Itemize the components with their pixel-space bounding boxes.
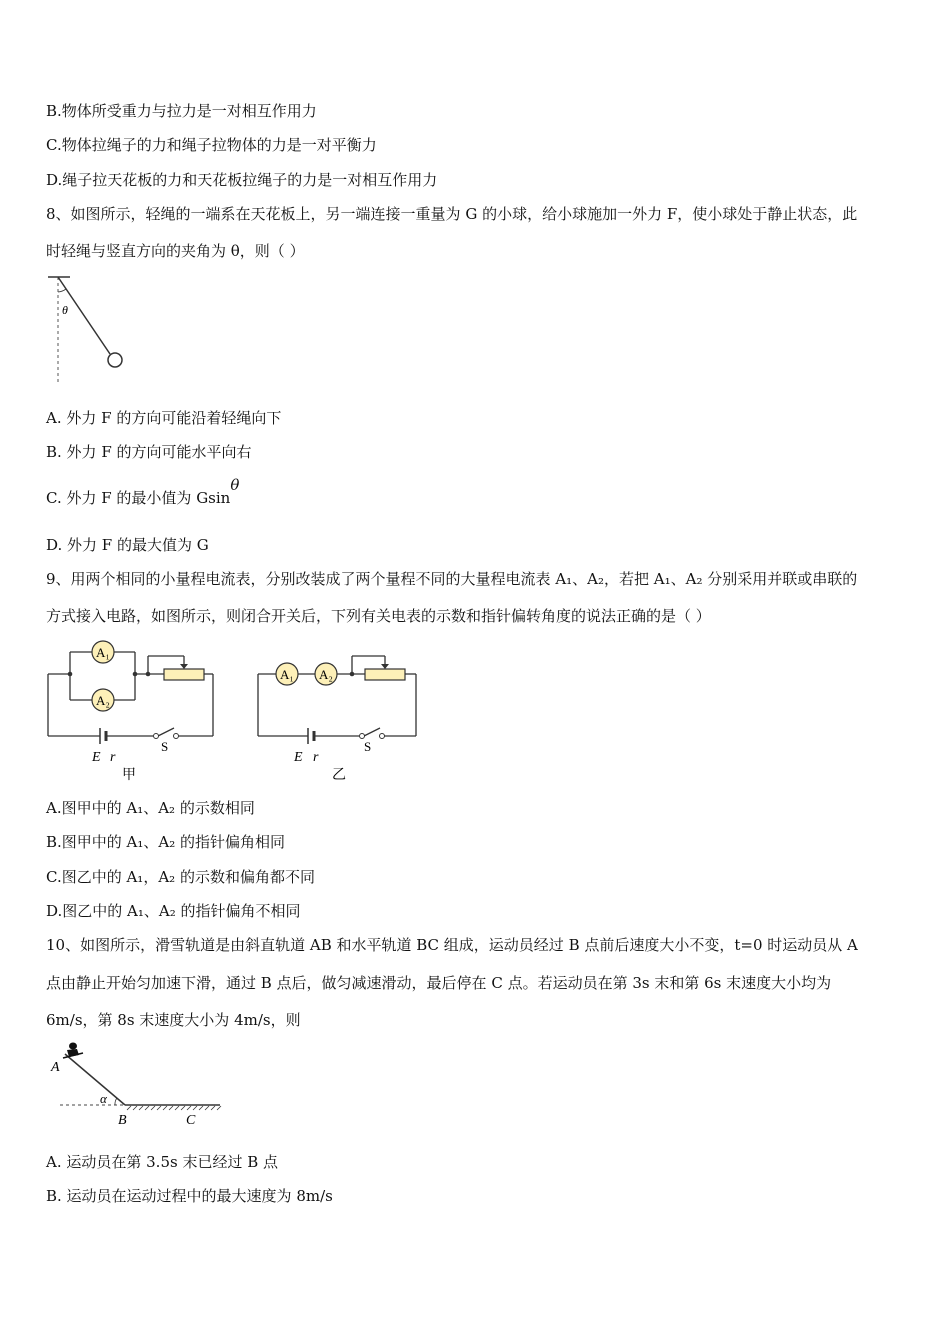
jia-label-e: E xyxy=(92,750,101,765)
q9-option-c: C.图乙中的 A₁，A₂ 的示数和偏角都不同 xyxy=(46,868,315,886)
circuit-jia-figure xyxy=(40,636,225,786)
q9-stem-line1: 9、用两个相同的小量程电流表，分别改装成了两个量程不同的大量程电流表 A₁、A₂，若把 A₁、A₂ 分别采用并联或串联的 xyxy=(46,570,858,588)
q8-stem-line1: 8、如图所示，轻绳的一端系在天花板上，另一端连接一重量为 G 的小球，给小球施加一外力 F，使小球处于静止状态，此 xyxy=(46,205,858,223)
circuit-yi-figure xyxy=(250,636,430,786)
theta-label: θ xyxy=(62,303,68,317)
q8-option-c xyxy=(46,476,240,508)
jia-ammeter-a2: A₂ xyxy=(96,693,110,708)
jia-ammeter-a1: A₁ xyxy=(96,645,110,660)
pendulum-figure xyxy=(40,270,140,388)
jia-caption: 甲 xyxy=(122,768,136,783)
yi-ammeter-a2: A₂ xyxy=(319,667,333,682)
q8-option-c-text: C. 外力 F 的最小值为 Gsin xyxy=(46,489,231,507)
jia-label-s: S xyxy=(161,739,169,754)
yi-label-r: r xyxy=(313,750,319,765)
q8-option-b: B. 外力 F 的方向可能水平向右 xyxy=(46,443,252,461)
q9-option-d: D.图乙中的 A₁、A₂ 的指针偏角不相同 xyxy=(46,902,301,920)
q10-stem-line3: 6m/s，第 8s 末速度大小为 4m/s，则 xyxy=(46,1011,301,1029)
ski-track-figure xyxy=(45,1040,230,1130)
q7-option-d: D.绳子拉天花板的力和天花板拉绳子的力是一对相互作用力 xyxy=(46,171,438,189)
q9-option-a: A.图甲中的 A₁、A₂ 的示数相同 xyxy=(46,799,255,817)
q10-stem-line2: 点由静止开始匀加速下滑，通过 B 点后，做匀减速滑动，最后停在 C 点。若运动员在第 3s 末和第 6s 末速度大小均为 xyxy=(46,974,832,992)
q10-option-a: A. 运动员在第 3.5s 末已经过 B 点 xyxy=(46,1153,279,1171)
jia-label-r: r xyxy=(110,750,116,765)
q7-option-c: C.物体拉绳子的力和绳子拉物体的力是一对平衡力 xyxy=(46,136,377,154)
point-b-label: B xyxy=(118,1113,127,1128)
yi-label-s: S xyxy=(364,739,372,754)
yi-ammeter-a1: A₁ xyxy=(280,667,294,682)
point-a-label: A xyxy=(51,1060,60,1075)
q7-option-b: B.物体所受重力与拉力是一对相互作用力 xyxy=(46,102,317,120)
q10-stem-line1: 10、如图所示，滑雪轨道是由斜直轨道 AB 和水平轨道 BC 组成，运动员经过 B 点前后速度大小不变，t=0 时运动员从 A xyxy=(46,936,858,954)
point-c-label: C xyxy=(186,1113,196,1128)
alpha-label: α xyxy=(100,1091,107,1106)
q9-stem-line2: 方式接入电路，如图所示，则闭合开关后，下列有关电表的示数和指针偏转角度的说法正确的是（ ） xyxy=(46,607,711,625)
q10-option-b: B. 运动员在运动过程中的最大速度为 8m/s xyxy=(46,1187,333,1205)
q8-option-c-theta: θ xyxy=(230,476,240,494)
yi-label-e: E xyxy=(294,750,303,765)
q8-stem-line2: 时轻绳与竖直方向的夹角为 θ，则（ ） xyxy=(46,242,305,260)
yi-caption: 乙 xyxy=(332,768,346,783)
q8-option-d: D. 外力 F 的最大值为 G xyxy=(46,536,209,554)
q8-option-a: A. 外力 F 的方向可能沿着轻绳向下 xyxy=(46,409,282,427)
q9-option-b: B.图甲中的 A₁、A₂ 的指针偏角相同 xyxy=(46,833,286,851)
